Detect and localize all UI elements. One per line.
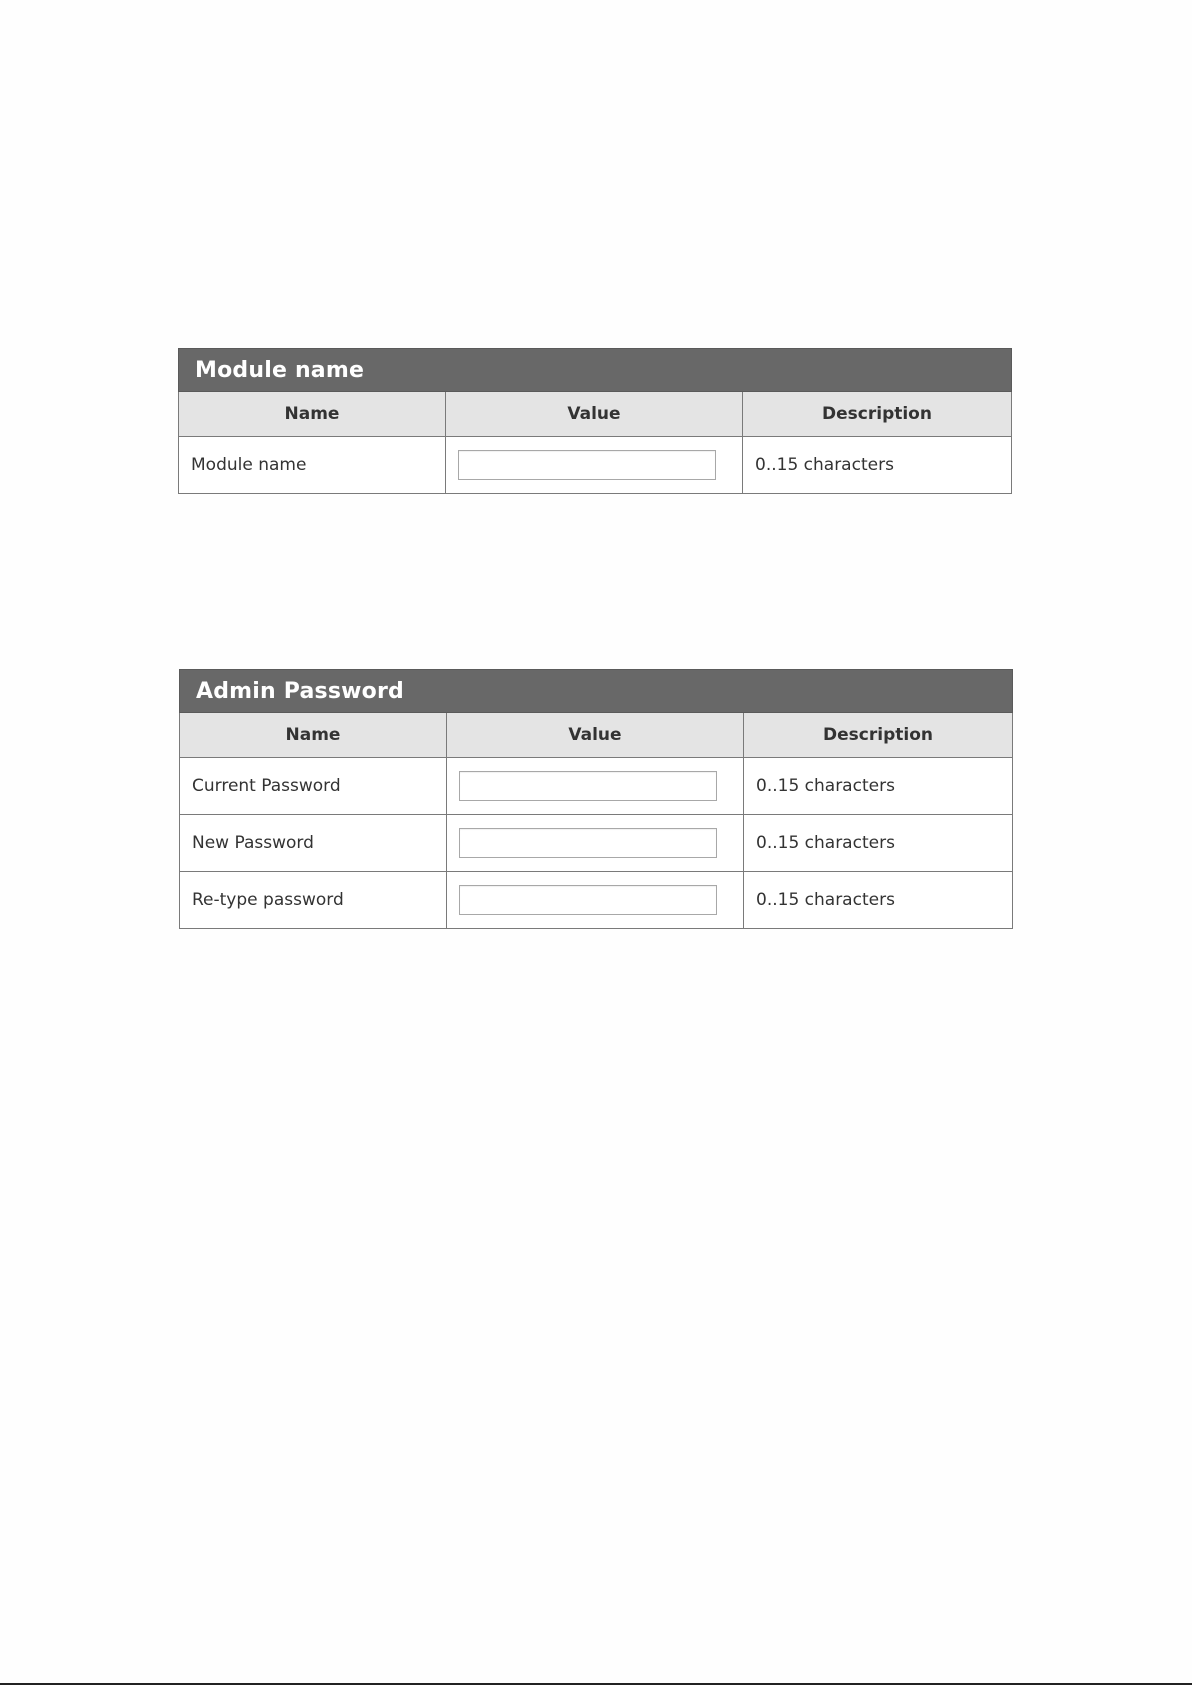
current-password-input[interactable]: [459, 771, 717, 801]
column-header-name: Name: [180, 713, 447, 758]
admin-password-panel-title: Admin Password: [180, 670, 1013, 713]
module-name-input[interactable]: [458, 450, 716, 480]
row-value-cell: [446, 437, 743, 494]
row-value-cell: [447, 815, 744, 872]
row-description: 0..15 characters: [744, 815, 1013, 872]
row-value-cell: [447, 872, 744, 929]
module-name-panel: [178, 348, 1012, 494]
admin-password-panel: [179, 669, 1013, 929]
column-header-value: Value: [446, 392, 743, 437]
row-label-new-password: New Password: [180, 815, 447, 872]
module-name-header-row: [179, 392, 1012, 437]
admin-password-header-row: [180, 713, 1013, 758]
table-row: [180, 815, 1013, 872]
row-label-retype-password: Re-type password: [180, 872, 447, 929]
table-row: [180, 872, 1013, 929]
column-header-description: Description: [744, 713, 1013, 758]
row-label-module-name: Module name: [179, 437, 446, 494]
row-label-current-password: Current Password: [180, 758, 447, 815]
column-header-value: Value: [447, 713, 744, 758]
column-header-description: Description: [743, 392, 1012, 437]
row-description: 0..15 characters: [744, 872, 1013, 929]
row-description: 0..15 characters: [744, 758, 1013, 815]
row-value-cell: [447, 758, 744, 815]
table-row: [179, 437, 1012, 494]
row-description: 0..15 characters: [743, 437, 1012, 494]
new-password-input[interactable]: [459, 828, 717, 858]
table-row: [180, 758, 1013, 815]
column-header-name: Name: [179, 392, 446, 437]
retype-password-input[interactable]: [459, 885, 717, 915]
module-name-panel-title: Module name: [179, 349, 1012, 392]
